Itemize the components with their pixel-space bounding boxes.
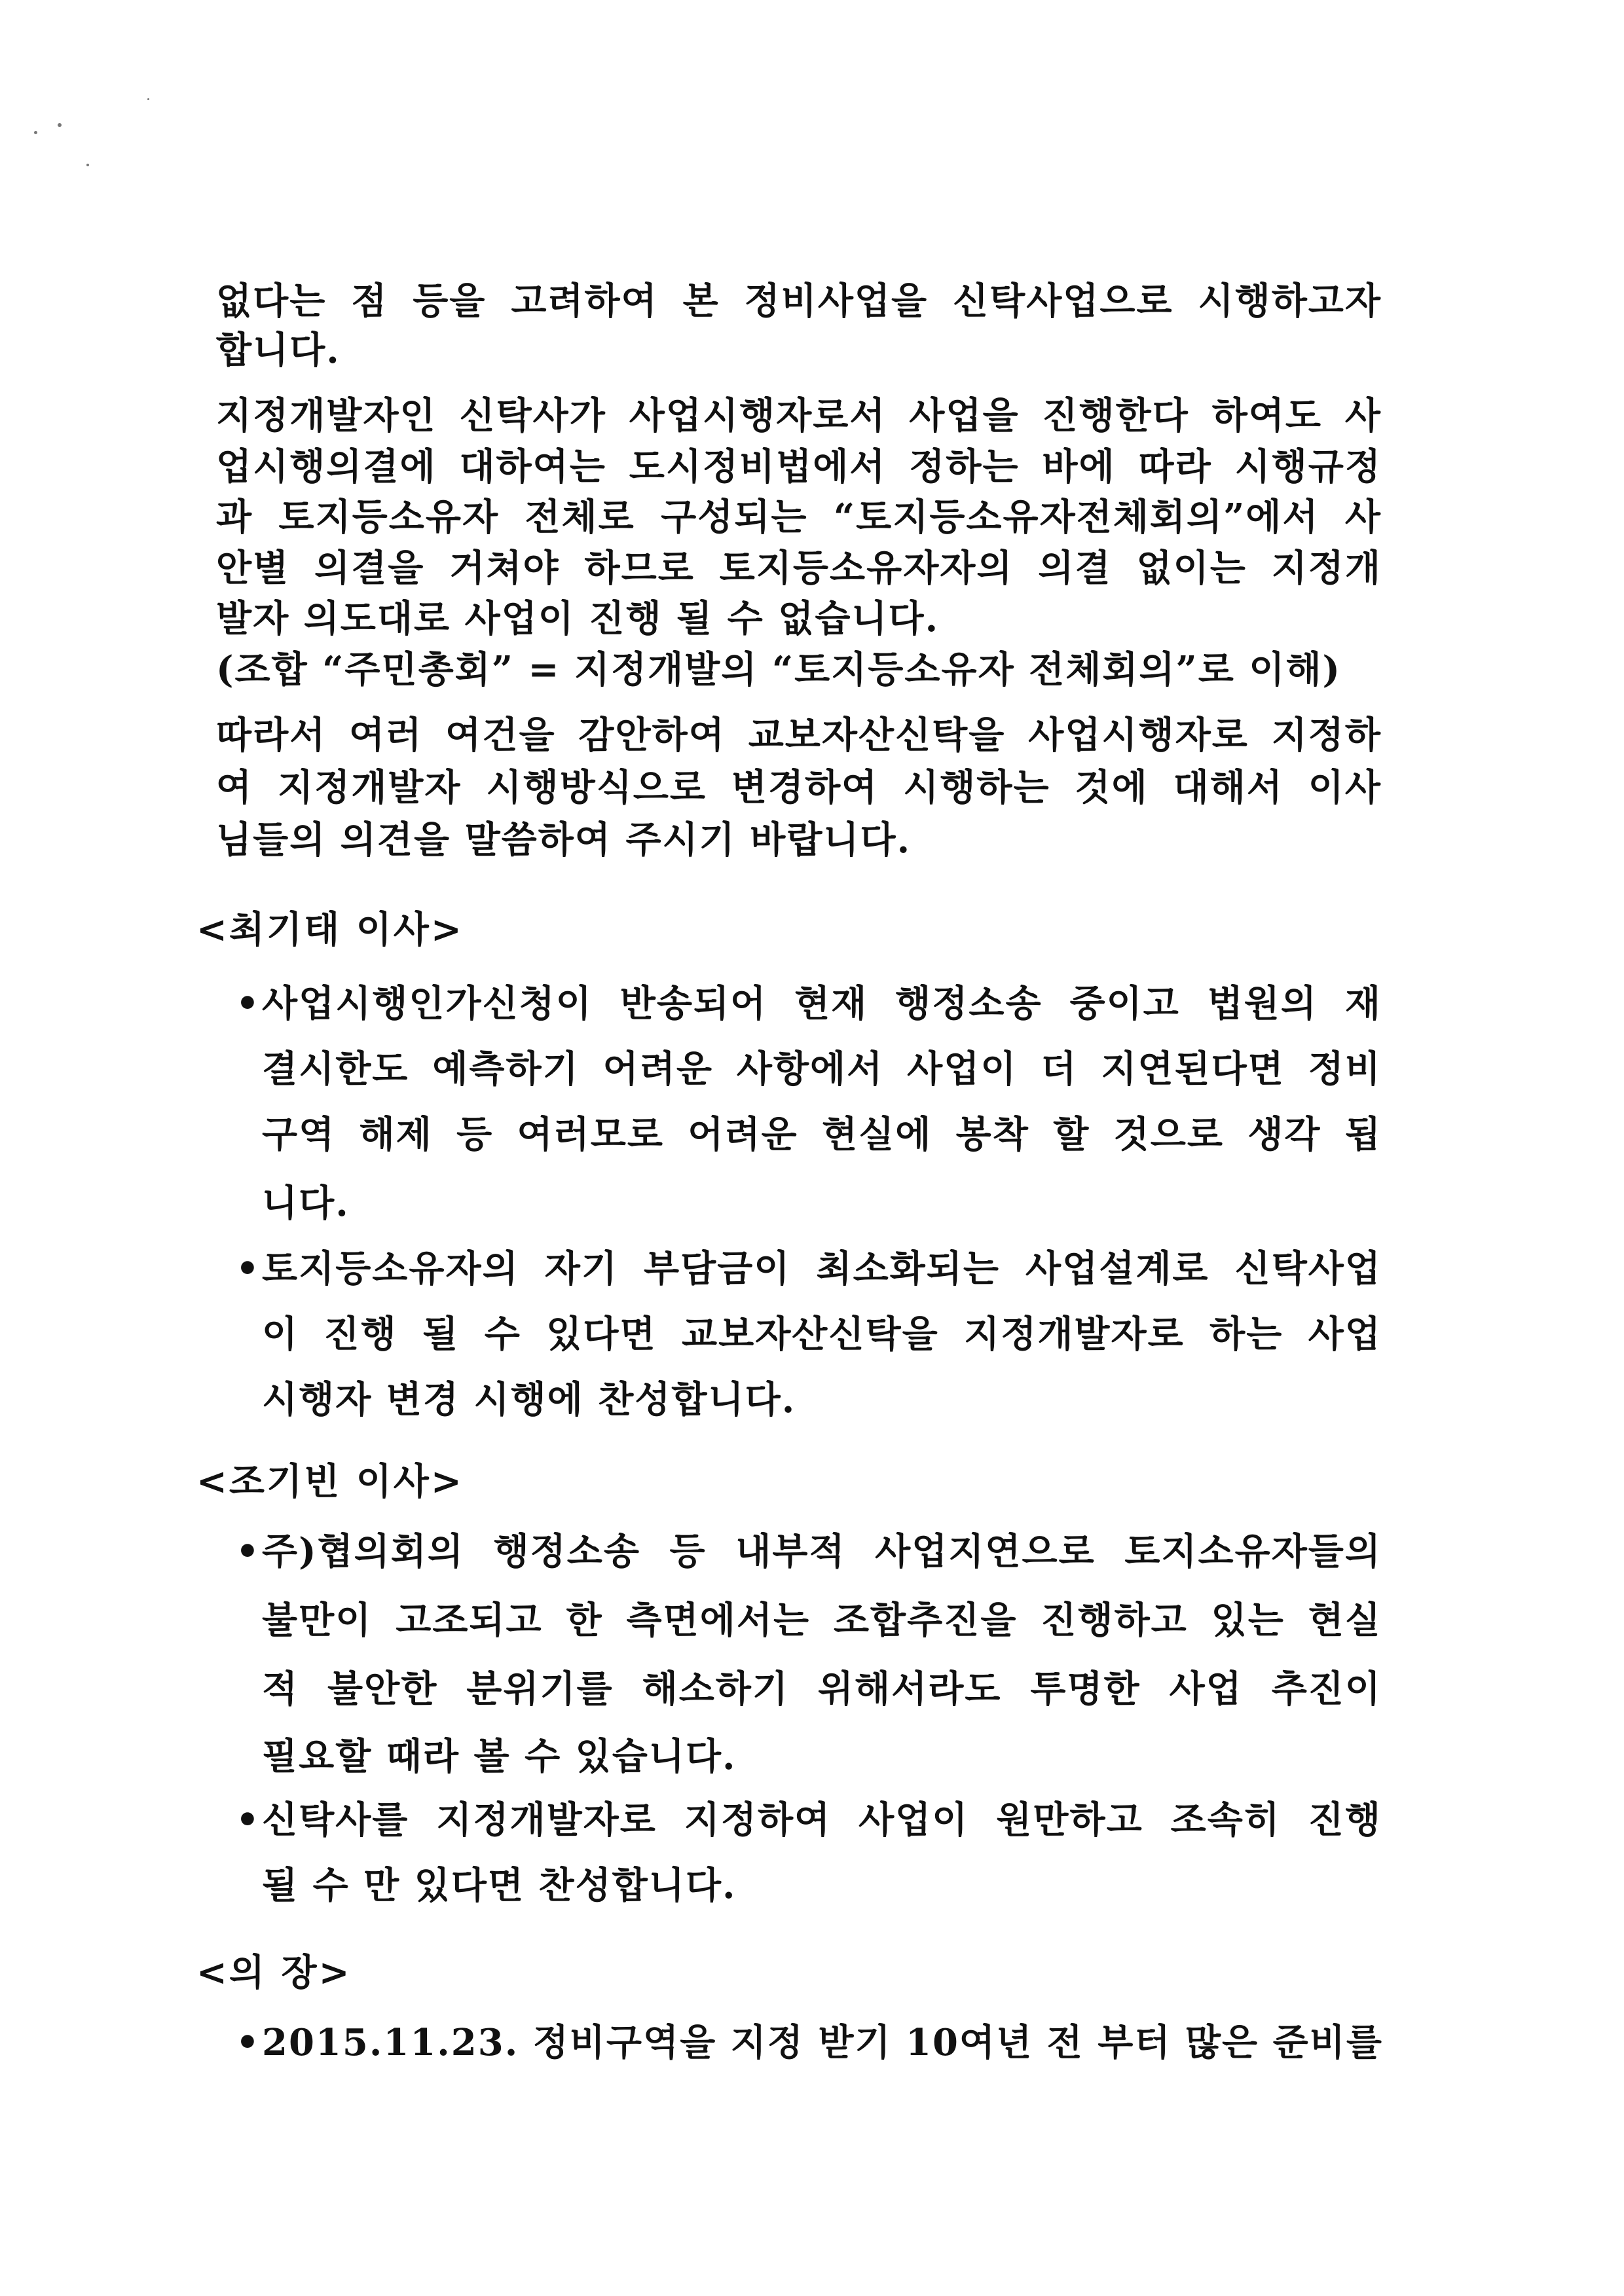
scan-speck <box>147 98 149 100</box>
bullet-text-line: 2015.11.23. 정비구역을 지정 받기 10여년 전 부터 많은 준비를 <box>262 2021 1383 2064</box>
text-line: 님들의 의견을 말씀하여 주시기 바랍니다. <box>216 818 912 862</box>
bullet-marker: • <box>236 1798 259 1842</box>
text-line: 발자 의도대로 사업이 진행 될 수 없습니다. <box>216 597 940 640</box>
bullet-text-line: 이 진행 될 수 있다면 교보자산신탁을 지정개발자로 하는 사업 <box>262 1313 1382 1356</box>
speaker-heading: <최기태 이사> <box>196 908 464 951</box>
text-line: 합니다. <box>216 329 341 372</box>
bullet-text-line: 될 수 만 있다면 찬성합니다. <box>262 1864 737 1907</box>
text-line: 과 토지등소유자 전체로 구성되는 “토지등소유자전체회의”에서 사 <box>216 496 1382 539</box>
scan-speck <box>86 164 89 166</box>
text-line: 지정개발자인 신탁사가 사업시행자로서 사업을 진행한다 하여도 사 <box>216 394 1382 437</box>
text-line: 업시행의결에 대하여는 도시정비법에서 정하는 바에 따라 시행규정 <box>216 445 1382 488</box>
scan-speck <box>58 123 62 127</box>
bullet-marker: • <box>236 1530 259 1573</box>
bullet-text-line: 구역 해제 등 여러모로 어려운 현실에 봉착 할 것으로 생각 됩 <box>262 1113 1382 1156</box>
bullet-text-line: 필요할 때라 볼 수 있습니다. <box>262 1735 737 1778</box>
bullet-text-line: 니다. <box>262 1182 350 1225</box>
text-line: 따라서 여러 여건을 감안하여 교보자산신탁을 사업시행자로 지정하 <box>216 714 1382 757</box>
speaker-heading: <의 장> <box>196 1951 352 1994</box>
bullet-text-line: 사업시행인가신청이 반송되어 현재 행정소송 중이고 법원의 재 <box>262 982 1382 1025</box>
bullet-text-line: 신탁사를 지정개발자로 지정하여 사업이 원만하고 조속히 진행 <box>262 1798 1382 1842</box>
text-line: 없다는 점 등을 고려하여 본 정비사업을 신탁사업으로 시행하고자 <box>216 280 1382 323</box>
text-line: (조합 “주민총회” = 지정개발의 “토지등소유자 전체회의”로 이해) <box>216 648 1342 691</box>
speaker-heading: <조기빈 이사> <box>196 1460 464 1503</box>
bullet-text-line: 주)협의회의 행정소송 등 내부적 사업지연으로 토지소유자들의 <box>262 1530 1382 1573</box>
bullet-text-line: 적 불안한 분위기를 해소하기 위해서라도 투명한 사업 추진이 <box>262 1667 1382 1711</box>
bullet-text-line: 토지등소유자의 자기 부담금이 최소화되는 사업설계로 신탁사업 <box>262 1247 1382 1290</box>
bullet-text-line: 시행자 변경 시행에 찬성합니다. <box>262 1378 796 1421</box>
bullet-text-line: 결시한도 예측하기 어려운 사항에서 사업이 더 지연된다면 정비 <box>262 1048 1382 1091</box>
bullet-text-line: 불만이 고조되고 한 측면에서는 조합추진을 진행하고 있는 현실 <box>262 1599 1382 1642</box>
bullet-marker: • <box>236 2021 259 2064</box>
text-line: 안별 의결을 거쳐야 하므로 토지등소유자자의 의결 없이는 지정개 <box>216 547 1382 590</box>
scan-speck <box>34 131 37 134</box>
bullet-marker: • <box>236 982 259 1025</box>
text-line: 여 지정개발자 시행방식으로 변경하여 시행하는 것에 대해서 이사 <box>216 766 1382 809</box>
bullet-marker: • <box>236 1247 259 1290</box>
